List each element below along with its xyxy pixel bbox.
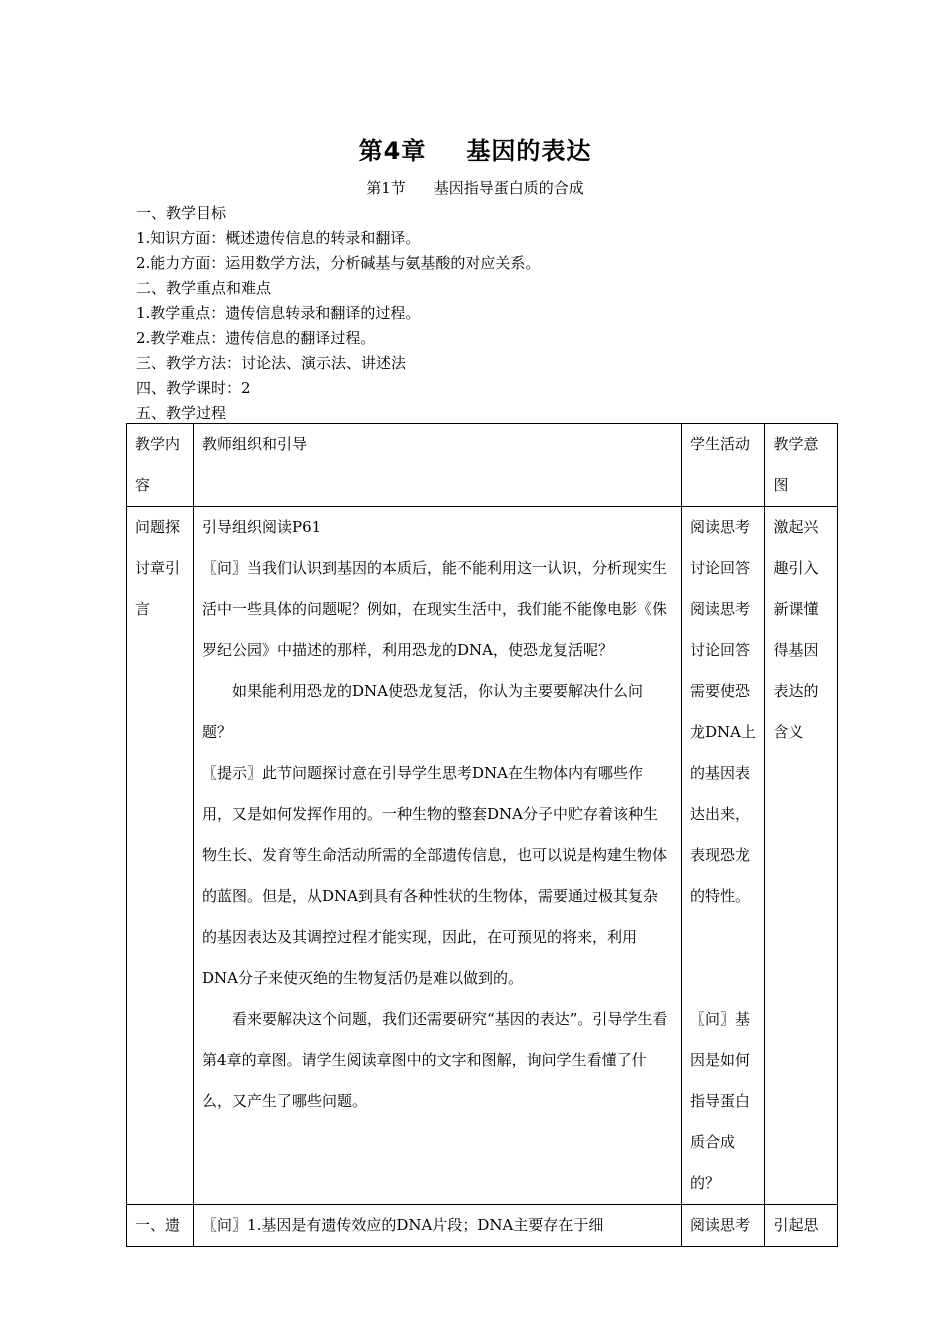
student-activity: 阅读思考讨论回答阅读思考讨论回答需要使恐龙DNA上的基因表达出来，表现恐龙的特性。 xyxy=(689,518,756,905)
outline-item: 2.能力方面：运用数学方法，分析碱基与氨基酸的对应关系。 xyxy=(136,254,541,272)
chapter-number: 第4章 xyxy=(358,137,427,165)
table-row xyxy=(127,1205,838,1247)
outline-item: 1.教学重点：遗传信息转录和翻译的过程。 xyxy=(136,304,421,322)
header-student: 学生活动 xyxy=(681,424,765,507)
chapter-title xyxy=(0,131,950,166)
header-intent: 教学意图 xyxy=(765,424,838,507)
teacher-paragraph: 〖问〗当我们认识到基因的本质后，能不能利用这一认识，分析现实生活中一些具体的问题呢？例如，在现实生活中，我们能不能像电影《侏罗纪公园》中描述的那样，利用恐龙的DNA，使恐龙复活呢？ xyxy=(202,559,668,659)
cell-intent: 激起兴趣引入新课懂得基因表达的含义 xyxy=(765,507,838,1205)
outline-item: 2.教学难点：遗传信息的翻译过程。 xyxy=(136,329,376,347)
teaching-process-table xyxy=(126,423,838,1247)
cell-student xyxy=(681,507,765,1205)
lesson-outline xyxy=(136,201,836,426)
outline-heading-keypoints: 二、教学重点和难点 xyxy=(136,279,272,297)
section-name: 基因指导蛋白质的合成 xyxy=(433,179,584,197)
teacher-paragraph: 引导组织阅读P61 xyxy=(202,518,322,536)
teacher-paragraph: 如果能利用恐龙的DNA使恐龙复活，你认为主要要解决什么问题？ xyxy=(202,682,644,741)
cell-teacher: 〖问〗1.基因是有遗传效应的DNA片段；DNA主要存在于细 xyxy=(194,1205,682,1247)
header-content: 教学内容 xyxy=(127,424,194,507)
table-header-row xyxy=(127,424,838,507)
cell-student: 阅读思考 xyxy=(681,1205,765,1247)
cell-content: 一、遗 xyxy=(127,1205,194,1247)
outline-heading-hours: 四、教学课时：2 xyxy=(136,379,251,397)
student-question: 〖问〗基因是如何指导蛋白质合成的？ xyxy=(689,1010,750,1192)
outline-heading-methods: 三、教学方法：讨论法、演示法、讲述法 xyxy=(136,354,407,372)
section-number: 第1节 xyxy=(366,179,406,197)
chapter-name: 基因的表达 xyxy=(466,137,592,165)
header-teacher: 教师组织和引导 xyxy=(194,424,682,507)
teacher-paragraph: 〖提示〗此节问题探讨意在引导学生思考DNA在生物体内有哪些作用，又是如何发挥作用的。一种生物的整套DNA分子中贮存着该种生物生长、发育等生命活动所需的全部遗传信息，也可以说是构建生物体的蓝图。但是，从DNA到具有各种性状的生物体，需要通过极其复杂的基因表达及其调控过程才能实现，因此，在可预见的将来，利用DNA分子来使灭绝的生物复活仍是难以做到的。 xyxy=(202,764,668,987)
outline-heading-process: 五、教学过程 xyxy=(136,404,227,422)
outline-heading-goals: 一、教学目标 xyxy=(136,204,227,222)
outline-item: 1.知识方面：概述遗传信息的转录和翻译。 xyxy=(136,229,421,247)
teacher-paragraph: 看来要解决这个问题，我们还需要研究“基因的表达”。引导学生看第4章的章图。请学生阅读章图中的文字和图解，询问学生看懂了什么，又产生了哪些问题。 xyxy=(202,1010,668,1110)
table-row xyxy=(127,507,838,1205)
cell-content: 问题探讨章引言 xyxy=(127,507,194,1205)
cell-teacher xyxy=(194,507,682,1205)
section-title xyxy=(0,177,950,198)
cell-intent: 引起思 xyxy=(765,1205,838,1247)
